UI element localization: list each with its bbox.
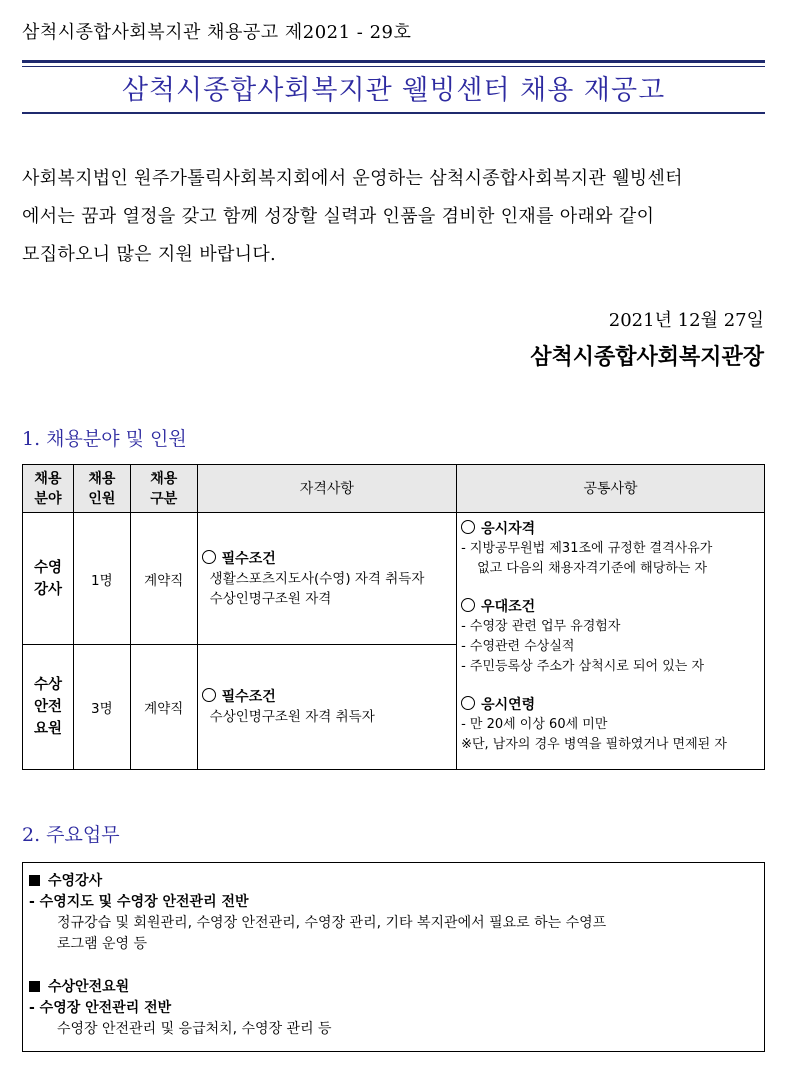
- intro-paragraph: [22, 160, 767, 274]
- duty-block: [29, 871, 759, 955]
- intro-line: 모집하오니 많은 지원 바랍니다.: [22, 244, 277, 265]
- count-cell: 1명: [73, 513, 130, 645]
- section-title-duties: 2. 주요업무: [22, 824, 120, 846]
- qualification-line: 생활스포츠지도사(수영) 자격 취득자: [209, 570, 425, 587]
- header-common: 공통사항: [457, 465, 765, 513]
- common-age-title: 응시연령: [481, 697, 536, 713]
- square-bullet-icon: [29, 981, 40, 992]
- qualification-line: 수상인명구조원 자격 취득자: [209, 709, 375, 725]
- circle-bullet-icon: [461, 520, 475, 534]
- header-qualification: 자격사항: [197, 465, 456, 513]
- circle-bullet-icon: [202, 688, 216, 702]
- common-apply-title: 응시자격: [481, 521, 536, 537]
- qualification-cell: [197, 513, 456, 645]
- duty-description: 정규강습 및 회원관리, 수영장 안전관리, 수영장 관리, 기타 복지관에서 필요로 하는 수영프: [57, 915, 607, 931]
- title-rule-bottom: [22, 112, 765, 114]
- duty-title: 수영강사: [48, 873, 103, 889]
- table-row: [23, 513, 765, 645]
- duty-block: [29, 977, 759, 1040]
- header-field: 채용 분야: [23, 465, 74, 513]
- square-bullet-icon: [29, 875, 40, 886]
- table-header-row: [23, 465, 765, 513]
- signer: 삼척시종합사회복지관장: [530, 344, 764, 370]
- notice-date: 2021년 12월 27일: [608, 310, 764, 331]
- title-rule-top-thin: [22, 66, 765, 67]
- page-title: 삼척시종합사회복지관 웰빙센터 채용 재공고: [121, 75, 666, 106]
- common-line: - 만 20세 이상 60세 미만: [461, 717, 608, 732]
- title-rule-top: [22, 60, 765, 63]
- intro-line: 에서는 꿈과 열정을 갖고 함께 성장할 실력과 인품을 겸비한 인재를 아래와 같이: [22, 206, 655, 227]
- condition-title: 필수조건: [221, 550, 276, 567]
- intro-line: 사회복지법인 원주가톨릭사회복지회에서 운영하는 삼척시종합사회복지관 웰빙센터: [22, 168, 683, 189]
- header-count: 채용 인원: [73, 465, 130, 513]
- header-type: 채용 구분: [130, 465, 197, 513]
- duty-description: 로그램 운영 등: [57, 936, 148, 952]
- circle-bullet-icon: [461, 696, 475, 710]
- circle-bullet-icon: [202, 550, 216, 564]
- common-line: - 주민등록상 주소가 삼척시로 되어 있는 자: [461, 659, 705, 674]
- common-line: - 수영장 관련 업무 유경험자: [461, 619, 621, 634]
- duty-title: 수상안전요원: [48, 979, 130, 995]
- common-line: ※단, 남자의 경우 병역을 필하였거나 면제된 자: [461, 737, 727, 752]
- field-cell: 수상 안전 요원: [23, 645, 74, 770]
- common-line: - 수영관련 수상실적: [461, 639, 575, 654]
- count-cell: 3명: [73, 645, 130, 770]
- field-cell: 수영 강사: [23, 513, 74, 645]
- duty-description: 수영장 안전관리 및 응급처치, 수영장 관리 등: [57, 1021, 332, 1037]
- type-cell: 계약직: [130, 513, 197, 645]
- type-cell: 계약직: [130, 645, 197, 770]
- common-line: - 지방공무원법 제31조에 규정한 결격사유가: [461, 541, 713, 556]
- duty-subtitle: - 수영장 안전관리 전반: [29, 1000, 172, 1016]
- common-line: 없고 다음의 채용자격기준에 해당하는 자: [477, 561, 708, 576]
- circle-bullet-icon: [461, 598, 475, 612]
- qualification-cell: [197, 645, 456, 770]
- recruitment-table: [22, 464, 765, 770]
- duties-box: [22, 862, 765, 1052]
- notice-number: 삼척시종합사회복지관 채용공고 제2021 - 29호: [22, 22, 412, 43]
- duty-subtitle: - 수영지도 및 수영장 안전관리 전반: [29, 894, 249, 910]
- common-cell: [457, 513, 765, 770]
- section-title-recruitment: 1. 채용분야 및 인원: [22, 428, 187, 450]
- qualification-line: 수상인명구조원 자격: [209, 590, 332, 607]
- common-pref-title: 우대조건: [481, 599, 536, 615]
- condition-title: 필수조건: [221, 689, 276, 705]
